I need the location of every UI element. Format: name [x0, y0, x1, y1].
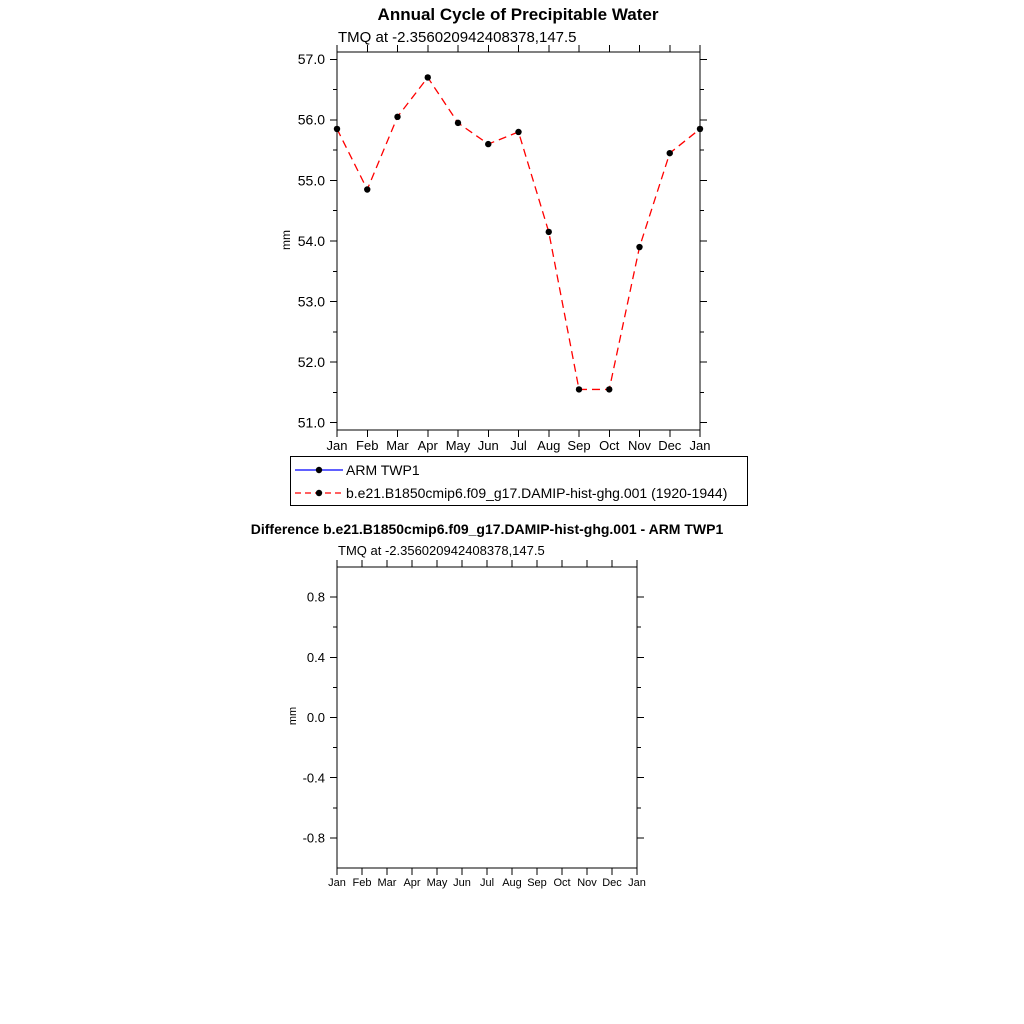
svg-text:May: May: [445, 438, 471, 453]
svg-text:52.0: 52.0: [297, 354, 325, 371]
top-chart-ylabel: mm: [279, 230, 293, 250]
svg-text:Jan: Jan: [328, 877, 346, 889]
svg-text:51.0: 51.0: [297, 414, 325, 431]
svg-text:Jun: Jun: [477, 438, 499, 453]
svg-text:Jul: Jul: [510, 438, 527, 453]
bottom-chart-title: Difference b.e21.B1850cmip6.f09_g17.DAMIP-hist-ghg.001 - ARM TWP1: [250, 521, 724, 537]
svg-text:Aug: Aug: [502, 877, 522, 889]
svg-text:Sep: Sep: [567, 438, 591, 453]
svg-text:Feb: Feb: [352, 877, 372, 889]
svg-text:0.4: 0.4: [306, 649, 325, 665]
svg-text:Jan: Jan: [326, 438, 348, 453]
svg-text:Jan: Jan: [689, 438, 711, 453]
svg-text:-0.8: -0.8: [302, 830, 325, 846]
svg-text:Nov: Nov: [627, 438, 652, 453]
svg-text:Jul: Jul: [479, 877, 495, 889]
top-chart-title: Annual Cycle of Precipitable Water: [377, 5, 659, 24]
svg-text:-0.4: -0.4: [302, 770, 325, 786]
svg-text:Oct: Oct: [599, 438, 620, 453]
legend-item: [294, 481, 744, 504]
svg-text:Sep: Sep: [527, 877, 547, 889]
svg-text:53.0: 53.0: [297, 293, 325, 310]
svg-text:55.0: 55.0: [297, 172, 325, 189]
svg-text:56.0: 56.0: [297, 111, 325, 128]
svg-text:54.0: 54.0: [297, 232, 325, 249]
legend-label: ARM TWP1: [346, 461, 420, 478]
svg-text:0.0: 0.0: [306, 710, 325, 726]
svg-text:Nov: Nov: [577, 877, 597, 889]
svg-text:Dec: Dec: [658, 438, 682, 453]
svg-text:Mar: Mar: [377, 877, 397, 889]
legend-item: [294, 458, 744, 481]
legend-line-icon: [294, 464, 344, 476]
bottom-chart-ylabel: mm: [287, 706, 300, 726]
svg-text:Jun: Jun: [453, 877, 471, 889]
svg-text:Apr: Apr: [403, 877, 421, 889]
svg-text:Feb: Feb: [356, 438, 379, 453]
top-chart-subtitle: TMQ at -2.356020942408378,147.5: [338, 29, 577, 46]
svg-text:Aug: Aug: [537, 438, 561, 453]
legend-line-icon: [294, 487, 344, 499]
svg-text:Mar: Mar: [386, 438, 409, 453]
legend-label: b.e21.B1850cmip6.f09_g17.DAMIP-hist-ghg.001 (1920-1944): [346, 484, 728, 501]
legend-box: [290, 456, 748, 506]
svg-text:Dec: Dec: [602, 877, 622, 889]
svg-text:57.0: 57.0: [297, 51, 325, 68]
svg-text:Jan: Jan: [628, 877, 646, 889]
bottom-chart-subtitle: TMQ at -2.356020942408378,147.5: [338, 543, 545, 558]
svg-text:Oct: Oct: [553, 877, 571, 889]
svg-text:May: May: [426, 877, 448, 889]
svg-text:Apr: Apr: [417, 438, 438, 453]
svg-text:0.8: 0.8: [306, 589, 325, 605]
